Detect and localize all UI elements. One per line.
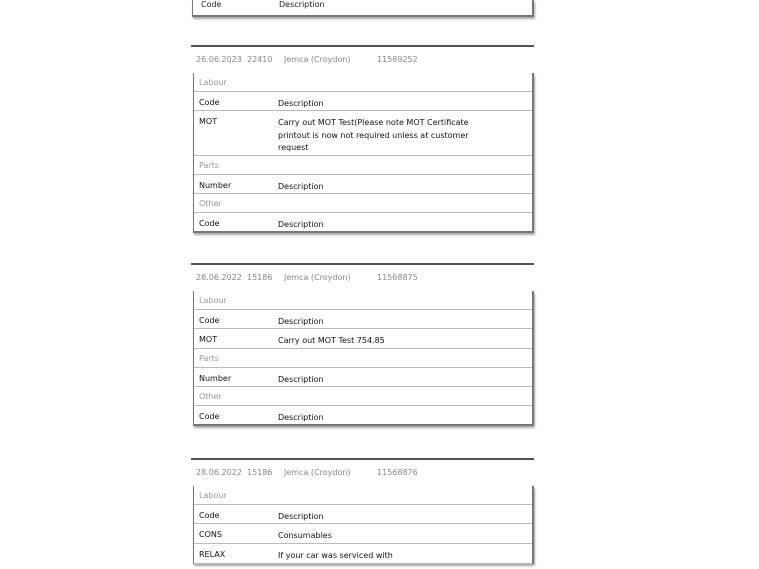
labour-description: Carry out MOT Test 754.85 bbox=[278, 336, 385, 345]
description-header: Description bbox=[278, 413, 324, 422]
record-header bbox=[191, 47, 534, 73]
service-record bbox=[191, 263, 534, 426]
code-header: Code bbox=[199, 412, 220, 421]
labour-description: Consumables bbox=[278, 531, 332, 540]
record-date: 28.06.2022 bbox=[196, 468, 242, 477]
fragment-description-header: Description bbox=[279, 0, 325, 9]
description-header: Description bbox=[278, 375, 324, 384]
other-header-row bbox=[194, 213, 532, 231]
labour-section-label: Labour bbox=[194, 486, 532, 505]
other-header-row bbox=[194, 406, 532, 424]
labour-description: Carry out MOT Test(Please note MOT Certificate printout is now not required unless at customer request bbox=[278, 118, 469, 152]
code-header: Code bbox=[199, 219, 220, 228]
labour-code: MOT bbox=[199, 335, 218, 344]
labour-section-label: Labour bbox=[194, 291, 532, 310]
record-mileage: 15186 bbox=[247, 468, 273, 477]
labour-description: If your car was serviced with bbox=[278, 551, 393, 560]
record-mileage: 22410 bbox=[247, 55, 273, 64]
labour-code: RELAX bbox=[199, 550, 226, 559]
record-dealer: Jemca (Croydon) bbox=[284, 273, 351, 282]
code-header: Code bbox=[199, 98, 220, 107]
record-header bbox=[191, 460, 534, 486]
labour-header-row bbox=[194, 505, 532, 524]
record-dealer: Jemca (Croydon) bbox=[284, 55, 351, 64]
record-reference: 11568875 bbox=[377, 273, 418, 282]
labour-code: CONS bbox=[199, 530, 222, 539]
parts-section-label: Parts bbox=[194, 156, 532, 175]
labour-section-label: Labour bbox=[194, 73, 532, 92]
code-header: Code bbox=[199, 316, 220, 325]
labour-code: MOT bbox=[199, 117, 218, 126]
parts-header-row bbox=[194, 175, 532, 194]
record-table bbox=[193, 486, 534, 564]
other-section-label: Other bbox=[194, 387, 532, 406]
table-row bbox=[194, 329, 532, 349]
record-date: 26.06.2023 bbox=[196, 55, 242, 64]
record-table bbox=[193, 291, 534, 426]
parts-header-row bbox=[194, 368, 532, 387]
table-row bbox=[194, 524, 532, 544]
record-dealer: Jemca (Croydon) bbox=[284, 468, 351, 477]
parts-section-label: Parts bbox=[194, 349, 532, 368]
record-mileage: 15186 bbox=[247, 273, 273, 282]
fragment-code-header: Code bbox=[201, 0, 222, 9]
table-row bbox=[194, 111, 532, 156]
record-fragment-top bbox=[192, 0, 534, 17]
description-header: Description bbox=[278, 220, 324, 229]
number-header: Number bbox=[199, 374, 232, 383]
table-row bbox=[194, 544, 532, 564]
record-reference: 11589252 bbox=[377, 55, 418, 64]
record-reference: 11568876 bbox=[377, 468, 418, 477]
record-table bbox=[193, 73, 534, 233]
description-header: Description bbox=[278, 99, 324, 108]
description-header: Description bbox=[278, 182, 324, 191]
other-section-label: Other bbox=[194, 194, 532, 213]
code-header: Code bbox=[199, 511, 220, 520]
record-date: 28.06.2022 bbox=[196, 273, 242, 282]
number-header: Number bbox=[199, 181, 232, 190]
record-header bbox=[191, 265, 534, 291]
description-header: Description bbox=[278, 512, 324, 521]
labour-header-row bbox=[194, 92, 532, 111]
description-header: Description bbox=[278, 317, 324, 326]
labour-header-row bbox=[194, 310, 532, 329]
service-record bbox=[191, 458, 534, 564]
service-record bbox=[191, 45, 534, 233]
